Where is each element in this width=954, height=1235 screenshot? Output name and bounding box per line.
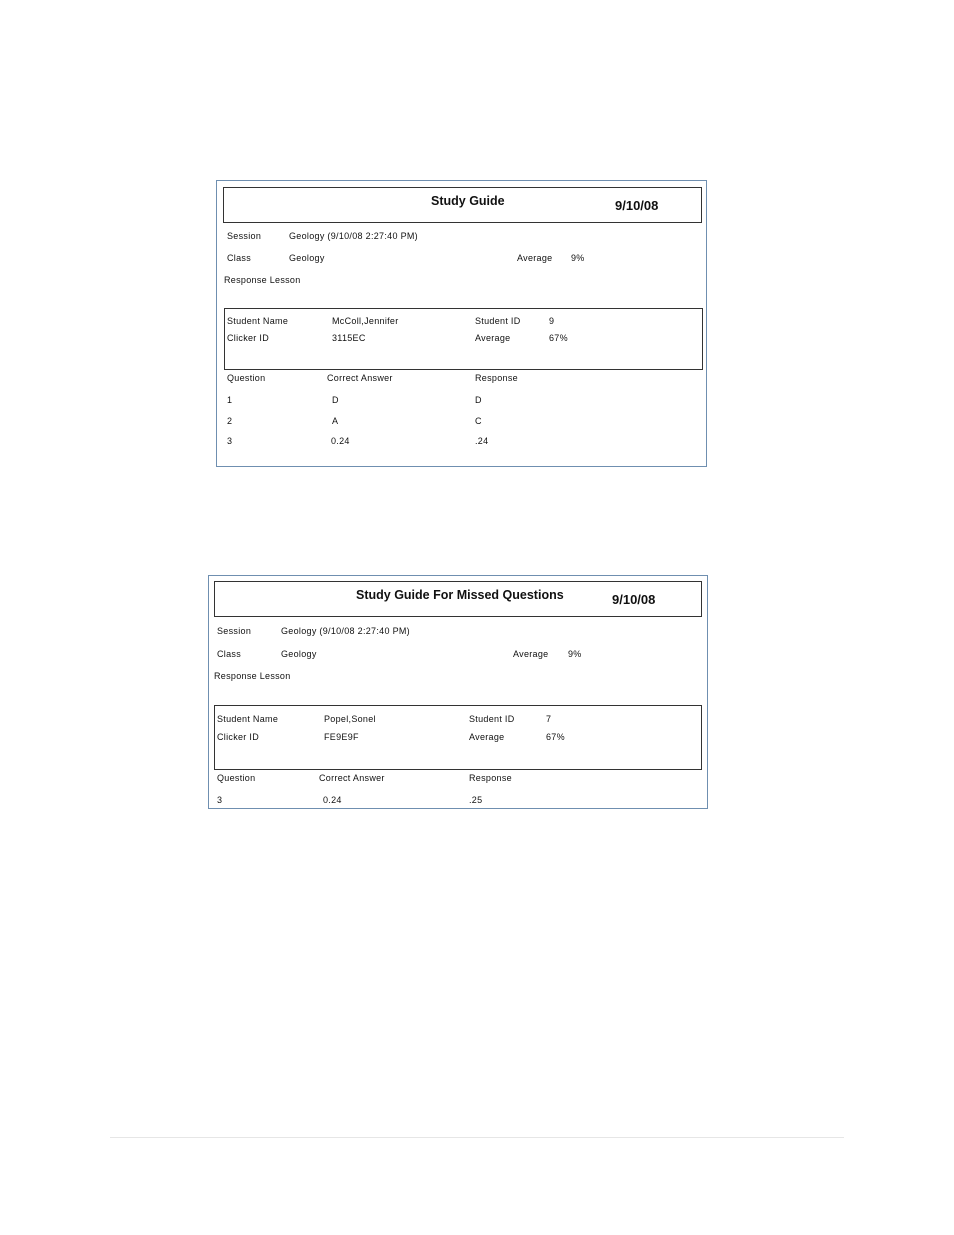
class-label: Class bbox=[227, 253, 252, 263]
student-name-value: Popel,Sonel bbox=[324, 714, 376, 724]
class-value: Geology bbox=[289, 253, 325, 263]
class-label: Class bbox=[217, 649, 242, 659]
class-average-value: 9% bbox=[568, 649, 582, 659]
correct-answer: D bbox=[332, 395, 339, 405]
session-value: Geology (9/10/08 2:27:40 PM) bbox=[281, 626, 410, 636]
student-average-value: 67% bbox=[546, 732, 565, 742]
column-header-response: Response bbox=[469, 773, 512, 783]
response: .24 bbox=[475, 436, 489, 446]
student-average-label: Average bbox=[469, 732, 505, 742]
page-footer-divider bbox=[110, 1137, 844, 1138]
report-date: 9/10/08 bbox=[615, 198, 659, 213]
clicker-id-value: FE9E9F bbox=[324, 732, 359, 742]
response: C bbox=[475, 416, 482, 426]
student-name-label: Student Name bbox=[217, 714, 279, 724]
report-title: Study Guide For Missed Questions bbox=[356, 588, 564, 602]
class-value: Geology bbox=[281, 649, 317, 659]
missed-questions-report bbox=[208, 575, 708, 809]
question-number: 2 bbox=[227, 416, 233, 426]
student-info-box bbox=[224, 308, 703, 370]
response-lesson-label: Response Lesson bbox=[224, 275, 301, 285]
student-info-box bbox=[214, 705, 702, 770]
clicker-id-label: Clicker ID bbox=[227, 333, 270, 343]
report-date: 9/10/08 bbox=[612, 592, 656, 607]
report-header-box bbox=[223, 187, 702, 223]
correct-answer: 0.24 bbox=[331, 436, 350, 446]
session-value: Geology (9/10/08 2:27:40 PM) bbox=[289, 231, 418, 241]
correct-answer: A bbox=[332, 416, 339, 426]
class-average-value: 9% bbox=[571, 253, 585, 263]
student-name-value: McColl,Jennifer bbox=[332, 316, 399, 326]
student-id-label: Student ID bbox=[469, 714, 515, 724]
student-id-value: 7 bbox=[546, 714, 552, 724]
student-average-label: Average bbox=[475, 333, 511, 343]
response-lesson-label: Response Lesson bbox=[214, 671, 291, 681]
student-average-value: 67% bbox=[549, 333, 568, 343]
session-label: Session bbox=[227, 231, 262, 241]
correct-answer: 0.24 bbox=[323, 795, 342, 805]
column-header-question: Question bbox=[217, 773, 256, 783]
question-number: 1 bbox=[227, 395, 233, 405]
report-header-box bbox=[214, 581, 702, 617]
student-id-value: 9 bbox=[549, 316, 555, 326]
student-name-label: Student Name bbox=[227, 316, 289, 326]
column-header-correct-answer: Correct Answer bbox=[327, 373, 393, 383]
report-title: Study Guide bbox=[431, 194, 505, 208]
question-number: 3 bbox=[217, 795, 223, 805]
student-id-label: Student ID bbox=[475, 316, 521, 326]
study-guide-report bbox=[216, 180, 707, 467]
class-average-label: Average bbox=[517, 253, 553, 263]
column-header-response: Response bbox=[475, 373, 518, 383]
column-header-correct-answer: Correct Answer bbox=[319, 773, 385, 783]
response: .25 bbox=[469, 795, 483, 805]
class-average-label: Average bbox=[513, 649, 549, 659]
question-number: 3 bbox=[227, 436, 233, 446]
clicker-id-value: 3115EC bbox=[332, 333, 366, 343]
clicker-id-label: Clicker ID bbox=[217, 732, 260, 742]
column-header-question: Question bbox=[227, 373, 266, 383]
response: D bbox=[475, 395, 482, 405]
session-label: Session bbox=[217, 626, 252, 636]
